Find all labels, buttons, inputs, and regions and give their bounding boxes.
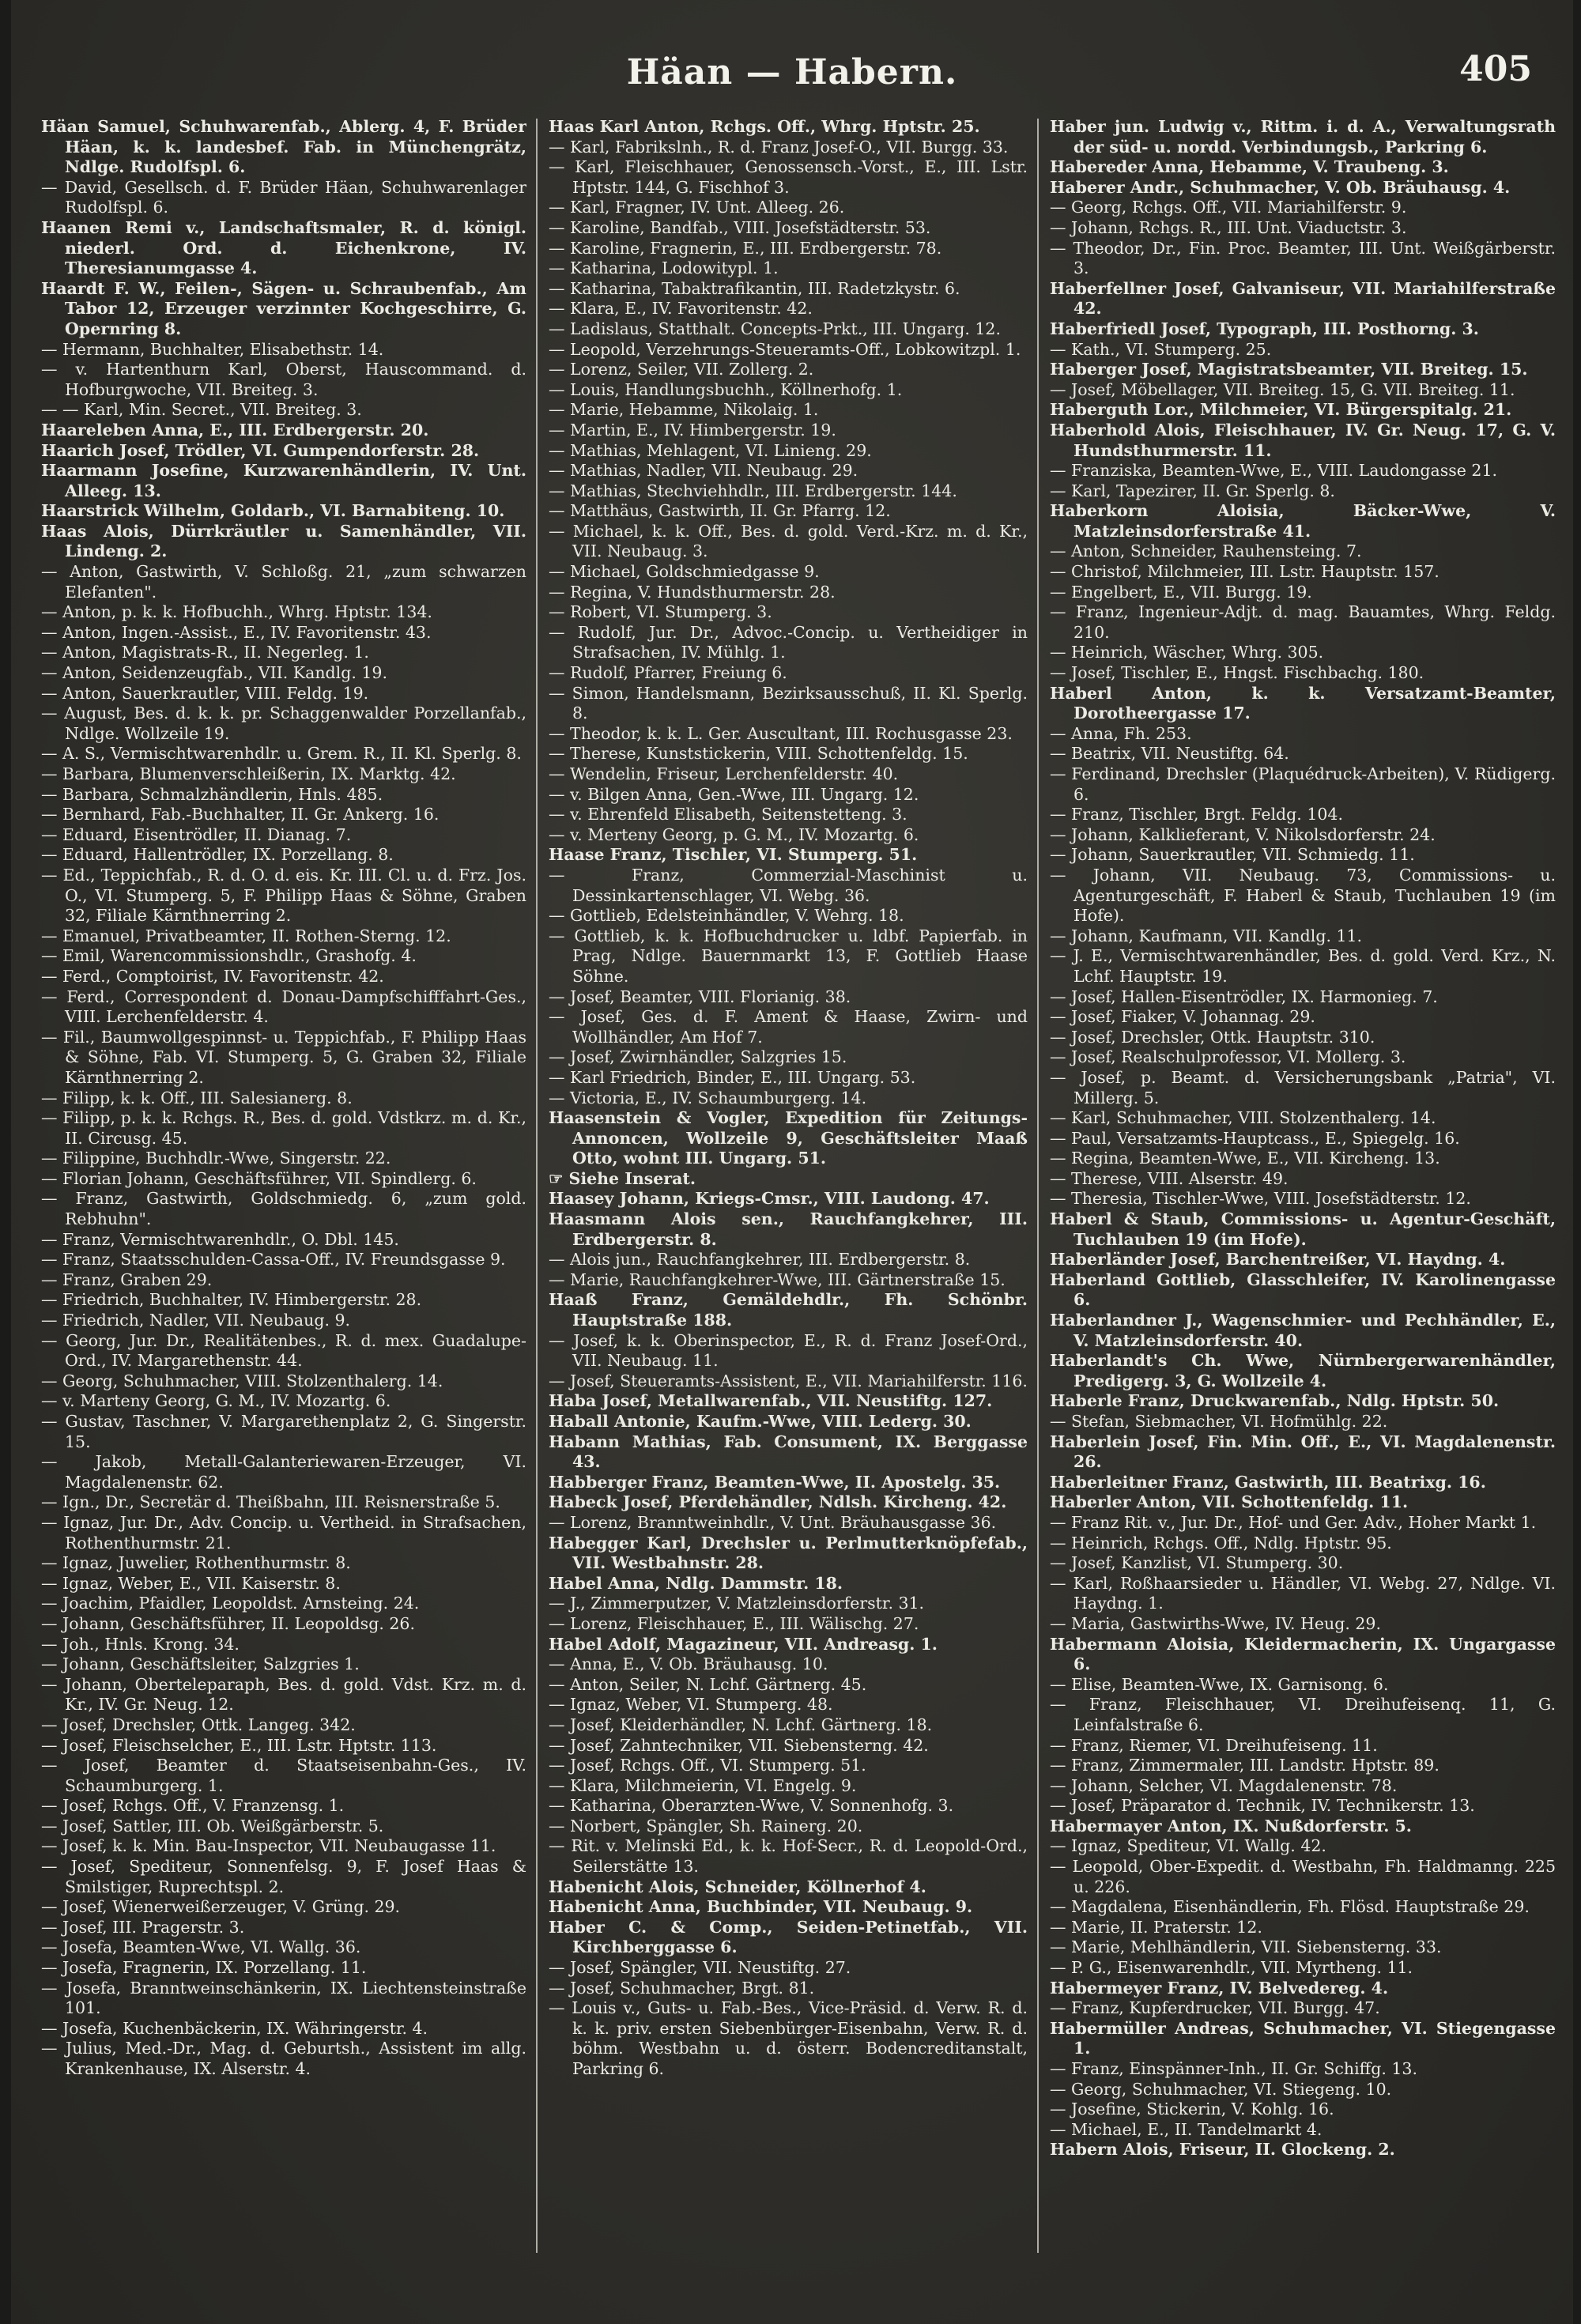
- directory-entry: Habermann Aloisia, Kleidermacherin, IX. Ungargasse 6.: [1050, 1634, 1556, 1674]
- directory-entry: — Josef, Sattler, III. Ob. Weißgärberstr. 5.: [41, 1816, 384, 1835]
- directory-entry: — Franziska, Beamten-Wwe, E., VIII. Laudongasse 21.: [1050, 461, 1498, 481]
- directory-entry: — Anton, Schneider, Rauhensteing. 7.: [1050, 541, 1362, 561]
- directory-entry: — Heinrich, Wäscher, Whrg. 305.: [1050, 643, 1324, 662]
- directory-entry: — Franz Rit. v., Jur. Dr., Hof- und Ger. Adv., Hoher Markt 1.: [1050, 1512, 1537, 1532]
- directory-entry: — J. E., Vermischtwarenhändler, Bes. d. gold. Verd. Krz., N. Lchf. Hauptstr. 19.: [1050, 946, 1556, 986]
- directory-entry: — Johann, VII. Neubaug. 73, Commissions- u. Agenturgeschäft, F. Haberl & Staub, Tuchlauben 19 (im Hofe).: [1050, 865, 1556, 926]
- directory-entry: — Eduard, Hallentrödler, IX. Porzellang. 8.: [41, 845, 394, 865]
- directory-entry: — Anton, Magistrats-R., II. Negerleg. 1.: [41, 643, 369, 662]
- directory-entry: — Wendelin, Friseur, Lerchenfelderstr. 40.: [549, 764, 899, 783]
- directory-entry: — Regina, Beamten-Wwe, E., VII. Kircheng. 13.: [1050, 1149, 1440, 1168]
- directory-entry: — Ignaz, Weber, VI. Stumperg. 48.: [549, 1695, 833, 1715]
- directory-entry: — Florian Johann, Geschäftsführer, VII. Spindlerg. 6.: [41, 1168, 477, 1188]
- directory-entry: — Franz, Staatsschulden-Cassa-Off., IV. Freundsgasse 9.: [41, 1250, 506, 1270]
- directory-entry: — Marie, Hebamme, Nikolaig. 1.: [549, 400, 819, 420]
- directory-entry: Haanen Remi v., Landschaftsmaler, R. d. königl. niederl. Ord. d. Eichenkrone, IV. Theresianumgasse 4.: [41, 217, 526, 278]
- directory-entry: — Josef, Kleiderhändler, N. Lchf. Gärtnerg. 18.: [549, 1715, 933, 1734]
- directory-entry: — Anton, Seiler, N. Lchf. Gärtnerg. 45.: [549, 1674, 867, 1694]
- directory-entry: — Marie, Mehlhändlerin, VII. Siebensterng. 33.: [1050, 1937, 1442, 1957]
- directory-entry: — Emil, Warencommissionshdlr., Grashofg. 4.: [41, 946, 417, 966]
- directory-entry: Häan Samuel, Schuhwarenfab., Ablerg. 4, F. Brüder Häan, k. k. landesbef. Fab. in Münchengrätz, Ndlge. Rudolfspl. 6.: [41, 117, 526, 177]
- directory-entry: — Magdalena, Eisenhändlerin, Fh. Flösd. Hauptstraße 29.: [1050, 1897, 1530, 1917]
- directory-entry: — A. S., Vermischtwarenhdlr. u. Grem. R., II. Kl. Sperlg. 8.: [41, 744, 522, 764]
- directory-entry: — Johann, Selcher, VI. Magdalenenstr. 78.: [1050, 1775, 1398, 1795]
- directory-entry: — Josefa, Beamten-Wwe, VI. Wallg. 36.: [41, 1937, 361, 1957]
- directory-entry: Haardt F. W., Feilen-, Sägen- u. Schraubenfab., Am Tabor 12, Erzeuger verzinnter Kochgeschirre, G. Opernring 8.: [41, 278, 526, 338]
- directory-entry: — Josef, Möbellager, VII. Breiteg. 15, G. VII. Breiteg. 11.: [1050, 379, 1515, 399]
- directory-entry: — Barbara, Schmalzhändlerin, Hnls. 485.: [41, 784, 383, 804]
- directory-entry: — Anna, E., V. Ob. Bräuhausg. 10.: [549, 1654, 828, 1674]
- directory-entry: Haas Alois, Dürrkräutler u. Samenhändler, VII. Lindeng. 2.: [41, 521, 526, 561]
- directory-entry: — Katharina, Tabaktrafikantin, III. Radetzkystr. 6.: [549, 278, 960, 298]
- directory-entry: — Julius, Med.-Dr., Mag. d. Geburtsh., Assistent im allg. Krankenhause, IX. Alserstr. 4.: [41, 2039, 526, 2078]
- directory-entry: — Alois jun., Rauchfangkehrer, III. Erdbergerstr. 8.: [549, 1250, 971, 1270]
- directory-entry: — Stefan, Siebmacher, VI. Hofmühlg. 22.: [1050, 1412, 1388, 1431]
- directory-entry: — Anton, Seidenzeugfab., VII. Kandlg. 19.: [41, 663, 387, 683]
- directory-entry: Haberkorn Aloisia, Bäcker-Wwe, V. Matzleinsdorferstraße 41.: [1050, 501, 1556, 541]
- directory-entry: — v. Merteny Georg, p. G. M., IV. Mozartg. 6.: [549, 824, 919, 844]
- directory-entry: — Ignaz, Spediteur, VI. Wallg. 42.: [1050, 1836, 1326, 1856]
- directory-entry: — Josef, Tischler, E., Hngst. Fischbachg. 180.: [1050, 663, 1424, 683]
- directory-entry: — Michael, k. k. Off., Bes. d. gold. Verd.-Krz. m. d. Kr., VII. Neubaug. 3.: [549, 521, 1028, 561]
- directory-entry: Haba Josef, Metallwarenfab., VII. Neustiftg. 127.: [549, 1391, 993, 1411]
- directory-entry: Habberger Franz, Beamten-Wwe, II. Apostelg. 35.: [549, 1472, 1001, 1492]
- directory-entry: Haberlandt's Ch. Wwe, Nürnbergerwarenhändler, Predigerg. 3, G. Wollzeile 4.: [1050, 1351, 1556, 1390]
- directory-entry: — Leopold, Verzehrungs-Steueramts-Off., Lobkowitzpl. 1.: [549, 339, 1021, 359]
- directory-entry: — Josefine, Stickerin, V. Kohlg. 16.: [1050, 2100, 1334, 2119]
- directory-entry: — Ignaz, Juwelier, Rothenthurmstr. 8.: [41, 1553, 351, 1573]
- directory-entry: Haas Karl Anton, Rchgs. Off., Whrg. Hptstr. 25.: [549, 117, 980, 136]
- directory-entry: — Josefa, Branntweinschänkerin, IX. Liechtensteinstraße 101.: [41, 1978, 526, 2018]
- directory-entry: — Franz, Graben 29.: [41, 1270, 213, 1289]
- directory-entry: — David, Gesellsch. d. F. Brüder Häan, Schuhwarenlager Rudolfspl. 6.: [41, 177, 526, 217]
- directory-entry: Haberlein Josef, Fin. Min. Off., E., VI. Magdalenenstr. 26.: [1050, 1432, 1556, 1472]
- directory-entry: — Franz, Einspänner-Inh., II. Gr. Schiffg. 13.: [1050, 2059, 1417, 2078]
- directory-entry: — Josef, Zwirnhändler, Salzgries 15.: [549, 1047, 847, 1067]
- directory-entry: — Franz, Vermischtwarenhdlr., O. Dbl. 145.: [41, 1229, 399, 1249]
- directory-entry: — Anton, Gastwirth, V. Schloßg. 21, „zum schwarzen Elefanten".: [41, 562, 526, 602]
- directory-entry: — Hermann, Buchhalter, Elisabethstr. 14.: [41, 339, 384, 359]
- directory-entry: — August, Bes. d. k. k. pr. Schaggenwalder Porzellanfab., Ndlge. Wollzeile 19.: [41, 704, 526, 743]
- directory-entry: — Josef, Steueramts-Assistent, E., VII. Mariahilferstr. 116.: [549, 1371, 1028, 1390]
- directory-entry: — Marie, Rauchfangkehrer-Wwe, III. Gärtnerstraße 15.: [549, 1270, 1006, 1289]
- directory-entry: Haberguth Lor., Milchmeier, VI. Bürgerspitalg. 21.: [1050, 400, 1512, 420]
- directory-entry: — Karl, Tapezirer, II. Gr. Sperlg. 8.: [1050, 481, 1335, 500]
- directory-entry: — Franz, Ingenieur-Adjt. d. mag. Bauamtes, Whrg. Feldg. 210.: [1050, 602, 1556, 642]
- directory-entry: — Jakob, Metall-Galanteriewaren-Erzeuger, VI. Magdalenenstr. 62.: [41, 1452, 526, 1492]
- directory-entry: — Ferdinand, Drechsler (Plaquédruck-Arbeiten), V. Rüdigerg. 6.: [1050, 764, 1556, 804]
- directory-entry: — Mathias, Stechviehhdlr., III. Erdbergerstr. 144.: [549, 481, 957, 500]
- directory-entry: — Franz, Tischler, Brgt. Feldg. 104.: [1050, 805, 1343, 824]
- directory-entry: — Lorenz, Seiler, VII. Zollerg. 2.: [549, 360, 814, 379]
- directory-entry: — Leopold, Ober-Expedit. d. Westbahn, Fh. Haldmanng. 225 u. 226.: [1050, 1857, 1556, 1896]
- directory-entry: — Friedrich, Buchhalter, IV. Himbergerstr. 28.: [41, 1290, 422, 1310]
- directory-entry: — Michael, Goldschmiedgasse 9.: [549, 562, 820, 582]
- directory-entry: Haaß Franz, Gemäldehdlr., Fh. Schönbr. Hauptstraße 188.: [549, 1290, 1028, 1330]
- directory-entry: — Karl, Roßhaarsieder u. Händler, VI. Webg. 27, Ndlge. VI. Haydng. 1.: [1050, 1573, 1556, 1613]
- directory-entry: — Johann, Kaufmann, VII. Kandlg. 11.: [1050, 926, 1363, 945]
- directory-column-3: [1050, 117, 1556, 2299]
- directory-entry: Habeck Josef, Pferdehändler, Ndlsh. Kircheng. 42.: [549, 1492, 1007, 1512]
- directory-entry: — Josefa, Kuchenbäckerin, IX. Währingerstr. 4.: [41, 2018, 428, 2038]
- directory-entry: — v. Marteny Georg, G. M., IV. Mozartg. 6.: [41, 1391, 391, 1411]
- directory-entry: Haberger Josef, Magistratsbeamter, VII. Breiteg. 15.: [1050, 360, 1528, 379]
- directory-entry: — Josef, Spediteur, Sonnenfelsg. 9, F. Josef Haas & Smilstiger, Ruprechtspl. 2.: [41, 1857, 526, 1896]
- directory-entry: — Karl Friedrich, Binder, E., III. Ungarg. 53.: [549, 1067, 916, 1087]
- directory-entry: — Franz, Commerzial-Maschinist u. Dessinkartenschlager, VI. Webg. 36.: [549, 865, 1028, 905]
- directory-entry: Haberfellner Josef, Galvaniseur, VII. Mariahilferstraße 42.: [1050, 278, 1556, 319]
- directory-entry: — Ferd., Comptoirist, IV. Favoritenstr. 42.: [41, 966, 384, 986]
- directory-entry: — Josef, k. k. Min. Bau-Inspector, VII. Neubaugasse 11.: [41, 1836, 496, 1856]
- directory-entry: — Therese, Kunststickerin, VIII. Schottenfeldg. 15.: [549, 744, 968, 764]
- directory-entry: — Karl, Fabrikslnh., R. d. Franz Josef-O., VII. Burgg. 33.: [549, 137, 1009, 157]
- directory-entry: — Martin, E., IV. Himbergerstr. 19.: [549, 420, 836, 440]
- directory-entry: — Paul, Versatzamts-Hauptcass., E., Spiegelg. 16.: [1050, 1128, 1460, 1148]
- directory-entry: — Ladislaus, Statthalt. Concepts-Prkt., III. Ungarg. 12.: [549, 319, 1001, 338]
- page-header: [11, 44, 1573, 108]
- directory-entry: — Josef, k. k. Oberinspector, E., R. d. Franz Josef-Ord., VII. Neubaug. 11.: [549, 1330, 1028, 1371]
- directory-entry: Haase Franz, Tischler, VI. Stumperg. 51.: [549, 845, 918, 865]
- directory-entry: — Johann, Geschäftsleiter, Salzgries 1.: [41, 1654, 360, 1674]
- directory-entry: Haber C. & Comp., Seiden-Petinetfab., VII. Kirchberggasse 6.: [549, 1917, 1028, 1957]
- directory-entry: — Mathias, Mehlagent, VI. Linieng. 29.: [549, 440, 872, 460]
- directory-entry: Haberleitner Franz, Gastwirth, III. Beatrixg. 16.: [1050, 1472, 1486, 1492]
- directory-entry: Haasmann Alois sen., Rauchfangkehrer, III. Erdbergerstr. 8.: [549, 1209, 1028, 1249]
- directory-entry: — Theodor, k. k. L. Ger. Auscultant, III. Rochusgasse 23.: [549, 723, 1013, 743]
- directory-entry: — Rudolf, Pfarrer, Freiung 6.: [549, 663, 787, 683]
- directory-entry: — Anton, Ingen.-Assist., E., IV. Favoritenstr. 43.: [41, 622, 432, 642]
- directory-entry: — Christof, Milchmeier, III. Lstr. Hauptstr. 157.: [1050, 562, 1440, 582]
- directory-entry: Habel Adolf, Magazineur, VII. Andreasg. 1.: [549, 1634, 938, 1654]
- directory-entry: — Matthäus, Gastwirth, II. Gr. Pfarrg. 12.: [549, 501, 891, 521]
- directory-entry: Haberland Gottlieb, Glasschleifer, IV. Karolinengasse 6.: [1050, 1270, 1556, 1310]
- directory-entry: — Johann, Sauerkrautler, VII. Schmiedg. 11.: [1050, 845, 1415, 865]
- directory-entry: Haberler Anton, VII. Schottenfeldg. 11.: [1050, 1492, 1409, 1512]
- directory-entry: — Theodor, Dr., Fin. Proc. Beamter, III. Unt. Weißgärberstr. 3.: [1050, 238, 1556, 278]
- directory-entry: — Filippine, Buchhdlr.-Wwe, Singerstr. 22.: [41, 1149, 391, 1168]
- directory-entry: — Josef, p. Beamt. d. Versicherungsbank „Patria", VI. Millerg. 5.: [1050, 1067, 1556, 1107]
- directory-entry: — — Karl, Min. Secret., VII. Breiteg. 3.: [41, 400, 362, 420]
- directory-entry: Haarstrick Wilhelm, Goldarb., VI. Barnabiteng. 10.: [41, 501, 505, 521]
- directory-entry: Haberfriedl Josef, Typograph, III. Posthorng. 3.: [1050, 319, 1479, 338]
- directory-entry: — Franz, Gastwirth, Goldschmiedg. 6, „zum gold. Rebhuhn".: [41, 1189, 526, 1229]
- directory-entry: — Filipp, p. k. k. Rchgs. R., Bes. d. gold. Vdstkrz. m. d. Kr., II. Circusg. 45.: [41, 1108, 526, 1148]
- directory-entry: — Josef, Drechsler, Ottk. Langeg. 342.: [41, 1715, 356, 1734]
- directory-entry: — Karoline, Bandfab., VIII. Josefstädterstr. 53.: [549, 217, 931, 237]
- directory-entry: Haberländer Josef, Barchentreißer, VI. Haydng. 4.: [1050, 1250, 1506, 1270]
- directory-entry: — Maria, Gastwirths-Wwe, IV. Heug. 29.: [1050, 1613, 1381, 1633]
- directory-entry: Haasey Johann, Kriegs-Cmsr., VIII. Laudong. 47.: [549, 1189, 990, 1209]
- directory-entry: Habegger Karl, Drechsler u. Perlmutterknöpfefab., VII. Westbahnstr. 28.: [549, 1533, 1028, 1573]
- directory-entry: — Klara, E., IV. Favoritenstr. 42.: [549, 299, 813, 319]
- directory-entry: — Johann, Geschäftsführer, II. Leopoldsg. 26.: [41, 1613, 415, 1633]
- directory-entry: — Louis, Handlungsbuchh., Köllnerhofg. 1.: [549, 379, 903, 399]
- directory-entry: — Ignaz, Weber, E., VII. Kaiserstr. 8.: [41, 1573, 341, 1593]
- directory-entry: — Eduard, Eisentrödler, II. Dianag. 7.: [41, 824, 352, 844]
- directory-entry: — Franz, Kupferdrucker, VII. Burgg. 47.: [1050, 1998, 1380, 2018]
- directory-entry: — Anna, Fh. 253.: [1050, 723, 1192, 743]
- directory-entry: — Georg, Schuhmacher, VIII. Stolzenthalerg. 14.: [41, 1371, 443, 1390]
- directory-entry: — Regina, V. Hundsthurmerstr. 28.: [549, 582, 836, 602]
- directory-entry: — Heinrich, Rchgs. Off., Ndlg. Hptstr. 95.: [1050, 1533, 1392, 1552]
- directory-entry: — Josef, Präparator d. Technik, IV. Technikerstr. 13.: [1050, 1796, 1475, 1816]
- directory-entry: — Engelbert, E., VII. Burgg. 19.: [1050, 582, 1312, 602]
- directory-entry: Habereder Anna, Hebamme, V. Traubeng. 3.: [1050, 157, 1449, 177]
- directory-column-1: [41, 117, 526, 2299]
- directory-entry: Habermayer Anton, IX. Nußdorferstr. 5.: [1050, 1816, 1412, 1835]
- directory-entry: — Josef, Realschulprofessor, VI. Mollerg. 3.: [1050, 1047, 1406, 1067]
- directory-entry: Habermüller Andreas, Schuhmacher, VI. Stiegengasse 1.: [1050, 2018, 1556, 2058]
- directory-entry: — Lorenz, Branntweinhdlr., V. Unt. Bräuhausgasse 36.: [549, 1512, 997, 1532]
- directory-entry: — Gustav, Taschner, V. Margarethenplatz 2, G. Singerstr. 15.: [41, 1412, 526, 1451]
- directory-entry: Haberlandner J., Wagenschmier- und Pechhändler, E., V. Matzleinsdorferstr. 40.: [1050, 1311, 1556, 1350]
- directory-entry: — Victoria, E., IV. Schaumburgerg. 14.: [549, 1088, 867, 1107]
- directory-entry: — Theresia, Tischler-Wwe, VIII. Josefstädterstr. 12.: [1050, 1189, 1471, 1209]
- directory-entry: — Simon, Handelsmann, Bezirksausschuß, II. Kl. Sperlg. 8.: [549, 683, 1028, 723]
- directory-entry: — Josef, Rchgs. Off., VI. Stumperg. 51.: [549, 1756, 866, 1775]
- directory-entry: — v. Bilgen Anna, Gen.-Wwe, III. Ungarg. 12.: [549, 784, 919, 804]
- directory-entry: — Rudolf, Jur. Dr., Advoc.-Concip. u. Vertheidiger in Strafsachen, IV. Mühlg. 1.: [549, 622, 1028, 662]
- directory-entry: — Josef, Ges. d. F. Ament & Haase, Zwirn- und Wollhändler, Am Hof 7.: [549, 1007, 1028, 1047]
- directory-entry: — Joh., Hnls. Krong. 34.: [41, 1634, 240, 1654]
- directory-entry: Haareleben Anna, E., III. Erdbergerstr. 20.: [41, 420, 429, 440]
- directory-entry: — Katharina, Oberarzten-Wwe, V. Sonnenhofg. 3.: [549, 1796, 954, 1816]
- directory-entry: Haasenstein & Vogler, Expedition für Zeitungs-Annoncen, Wollzeile 9, Geschäftsleiter Maaß Otto, wohnt III. Ungarg. 51.: [549, 1108, 1028, 1168]
- directory-entry: — Louis v., Guts- u. Fab.-Bes., Vice-Präsid. d. Verw. R. d. k. k. priv. ersten Siebenbürger-Eisenbahn, Verw. R. d. böhm. Westbahn u. d. österr. Bodencreditanstalt, Parkring 6.: [549, 1998, 1028, 2078]
- directory-entry: — Georg, Schuhmacher, VI. Stiegeng. 10.: [1050, 2079, 1392, 2099]
- directory-entry: Habern Alois, Friseur, II. Glockeng. 2.: [1050, 2140, 1395, 2160]
- directory-entry: Habel Anna, Ndlg. Dammstr. 18.: [549, 1573, 843, 1593]
- directory-entry: — v. Hartenthurn Karl, Oberst, Hauscommand. d. Hofburgwoche, VII. Breiteg. 3.: [41, 360, 526, 399]
- directory-entry: Haberer Andr., Schuhmacher, V. Ob. Bräuhausg. 4.: [1050, 177, 1511, 197]
- directory-entry: — Katharina, Lodowitypl. 1.: [549, 258, 779, 278]
- directory-entry: — Ignaz, Jur. Dr., Adv. Concip. u. Vertheid. in Strafsachen, Rothenthurmstr. 21.: [41, 1512, 526, 1552]
- directory-entry: — Anton, p. k. k. Hofbuchh., Whrg. Hptstr. 134.: [41, 602, 432, 622]
- directory-entry: — Josef, Rchgs. Off., V. Franzensg. 1.: [41, 1796, 345, 1816]
- directory-entry: — Josef, III. Pragerstr. 3.: [41, 1917, 245, 1937]
- directory-entry: — Josef, Zahntechniker, VII. Siebensterng. 42.: [549, 1735, 929, 1755]
- directory-entry: — P. G., Eisenwarenhdlr., VII. Myrtheng. 11.: [1050, 1958, 1413, 1978]
- page-number: 405: [1459, 49, 1532, 89]
- directory-entry: — Karl, Fleischhauer, Genossensch.-Vorst., E., III. Lstr. Hptstr. 144, G. Fischhof 3.: [549, 157, 1028, 197]
- directory-entry: — Robert, VI. Stumperg. 3.: [549, 602, 772, 622]
- directory-column-2: [549, 117, 1028, 2299]
- directory-entry: — Barbara, Blumenverschleißerin, IX. Marktg. 42.: [41, 764, 456, 783]
- directory-entry: — Kath., VI. Stumperg. 25.: [1050, 339, 1272, 359]
- directory-entry: — Anton, Sauerkrautler, VIII. Feldg. 19.: [41, 683, 369, 703]
- directory-entry: — Joachim, Pfaidler, Leopoldst. Arnsteing. 24.: [41, 1594, 420, 1613]
- directory-entry: Haberle Franz, Druckwarenfab., Ndlg. Hptstr. 50.: [1050, 1391, 1500, 1411]
- directory-entry: — Josef, Beamter, VIII. Florianig. 38.: [549, 987, 851, 1006]
- directory-entry: — Mathias, Nadler, VII. Neubaug. 29.: [549, 461, 858, 481]
- directory-entry: — Josef, Wienerweißerzeuger, V. Grüng. 29.: [41, 1897, 401, 1917]
- directory-entry: — Johann, Oberteleparaph, Bes. d. gold. Vdst. Krz. m. d. Kr., IV. Gr. Neug. 12.: [41, 1674, 526, 1715]
- directory-entry: — Karoline, Fragnerin, E., III. Erdbergerstr. 78.: [549, 238, 942, 258]
- directory-entry: — Gottlieb, k. k. Hofbuchdrucker u. ldbf. Papierfab. in Prag, Ndlge. Bauernmarkt 13, F. Gottlieb Haase Söhne.: [549, 926, 1028, 986]
- directory-entry: Haarich Josef, Trödler, VI. Gumpendorferstr. 28.: [41, 440, 480, 460]
- directory-entry: — Friedrich, Nadler, VII. Neubaug. 9.: [41, 1311, 351, 1330]
- directory-entry: — Josef, Fiaker, V. Johannag. 29.: [1050, 1007, 1315, 1027]
- directory-columns: [35, 117, 1560, 2299]
- directory-entry: — Franz, Riemer, VI. Dreihufeiseng. 11.: [1050, 1735, 1378, 1755]
- directory-entry: — J., Zimmerputzer, V. Matzleinsdorferstr. 31.: [549, 1594, 925, 1613]
- directory-entry: — Emanuel, Privatbeamter, II. Rothen-Sterng. 12.: [41, 926, 451, 945]
- directory-entry: Habermeyer Franz, IV. Belvedereg. 4.: [1050, 1978, 1389, 1998]
- directory-page: [11, 0, 1573, 2324]
- directory-entry: — Karl, Fragner, IV. Unt. Alleeg. 26.: [549, 198, 845, 217]
- directory-entry: — Michael, E., II. Tandelmarkt 4.: [1050, 2119, 1323, 2139]
- directory-entry: — Franz, Zimmermaler, III. Landstr. Hptstr. 89.: [1050, 1756, 1440, 1775]
- directory-entry: Haberhold Alois, Fleischhauer, IV. Gr. Neug. 17, G. V. Hundsthurmerstr. 11.: [1050, 420, 1556, 460]
- directory-entry: — Rit. v. Melinski Ed., k. k. Hof-Secr., R. d. Leopold-Ord., Seilerstätte 13.: [549, 1836, 1028, 1877]
- directory-entry: — Josef, Hallen-Eisentrödler, IX. Harmonieg. 7.: [1050, 987, 1438, 1006]
- directory-entry: — v. Ehrenfeld Elisabeth, Seitenstetteng. 3.: [549, 805, 907, 824]
- directory-entry: — Josef, Beamter d. Staatseisenbahn-Ges., IV. Schaumburgerg. 1.: [41, 1756, 526, 1795]
- directory-entry: Haarmann Josefine, Kurzwarenhändlerin, IV. Unt. Alleeg. 13.: [41, 461, 526, 500]
- directory-entry: — Franz, Fleischhauer, VI. Dreihufeisenq. 11, G. Leinfalstraße 6.: [1050, 1695, 1556, 1734]
- directory-entry: Haball Antonie, Kaufm.-Wwe, VIII. Lederg. 30.: [549, 1412, 972, 1431]
- directory-entry: — Norbert, Spängler, Sh. Rainerg. 20.: [549, 1816, 863, 1835]
- directory-entry: — Filipp, k. k. Off., III. Salesianerg. 8.: [41, 1088, 353, 1107]
- directory-entry: — Georg, Rchgs. Off., VII. Mariahilferstr. 9.: [1050, 198, 1407, 217]
- directory-entry: — Josef, Kanzlist, VI. Stumperg. 30.: [1050, 1553, 1344, 1573]
- directory-entry: — Therese, VIII. Alserstr. 49.: [1050, 1168, 1289, 1188]
- directory-entry: — Josef, Drechsler, Ottk. Hauptstr. 310.: [1050, 1027, 1375, 1047]
- directory-entry: — Josef, Schuhmacher, Brgt. 81.: [549, 1978, 815, 1998]
- directory-entry: — Johann, Rchgs. R., III. Unt. Viaductstr. 3.: [1050, 217, 1407, 237]
- directory-entry: Haberl Anton, k. k. Versatzamt-Beamter, Dorotheergasse 17.: [1050, 683, 1556, 723]
- directory-entry: — Bernhard, Fab.-Buchhalter, II. Gr. Ankerg. 16.: [41, 805, 440, 824]
- directory-entry: — Ferd., Correspondent d. Donau-Dampfschifffahrt-Ges., VIII. Lerchenfelderstr. 4.: [41, 987, 526, 1027]
- directory-entry: — Fil., Baumwollgespinnst- u. Teppichfab., F. Philipp Haas & Söhne, Fab. VI. Stumperg. 5, G. Graben 32, Filiale Kärnthnerring 2.: [41, 1027, 526, 1087]
- directory-entry: — Lorenz, Fleischhauer, E., III. Wälischg. 27.: [549, 1613, 919, 1633]
- directory-entry: Habann Mathias, Fab. Consument, IX. Berggasse 43.: [549, 1432, 1028, 1472]
- directory-entry: — Karl, Schuhmacher, VIII. Stolzenthalerg. 14.: [1050, 1108, 1436, 1128]
- directory-entry: — Georg, Jur. Dr., Realitätenbes., R. d. mex. Guadalupe-Ord., IV. Margarethenstr. 44.: [41, 1330, 526, 1371]
- running-head: Häan — Habern.: [626, 52, 958, 92]
- directory-entry: Haber jun. Ludwig v., Rittm. i. d. A., Verwaltungsrath der süd- u. nordd. Verbindungsb., Parkring 6.: [1050, 117, 1556, 157]
- directory-entry: — Josef, Fleischselcher, E., III. Lstr. Hptstr. 113.: [41, 1735, 437, 1755]
- directory-entry: — Ed., Teppichfab., R. d. O. d. eis. Kr. III. Cl. u. d. Frz. Jos. O., VI. Stumperg. 5, F. Philipp Haas & Söhne, Graben 32, Filiale Kärnthnerring 2.: [41, 865, 526, 926]
- directory-entry: — Elise, Beamten-Wwe, IX. Garnisong. 6.: [1050, 1674, 1389, 1694]
- directory-entry: Habenicht Alois, Schneider, Köllnerhof 4.: [549, 1877, 926, 1896]
- directory-entry: Habenicht Anna, Buchbinder, VII. Neubaug. 9.: [549, 1897, 973, 1917]
- directory-entry: — Johann, Kalklieferant, V. Nikolsdorferstr. 24.: [1050, 824, 1436, 844]
- directory-entry: — Klara, Milchmeierin, VI. Engelg. 9.: [549, 1775, 857, 1795]
- directory-entry: — Josef, Spängler, VII. Neustiftg. 27.: [549, 1958, 851, 1978]
- directory-entry: Haberl & Staub, Commissions- u. Agentur-Geschäft, Tuchlauben 19 (im Hofe).: [1050, 1209, 1556, 1249]
- directory-entry: — Marie, II. Praterstr. 12.: [1050, 1917, 1262, 1937]
- directory-entry: — Beatrix, VII. Neustiftg. 64.: [1050, 744, 1289, 764]
- directory-entry: ☞ Siehe Inserat.: [549, 1168, 696, 1188]
- directory-entry: — Josefa, Fragnerin, IX. Porzellang. 11.: [41, 1958, 367, 1978]
- directory-entry: — Ign., Dr., Secretär d. Theißbahn, III. Reisnerstraße 5.: [41, 1492, 500, 1512]
- directory-entry: — Gottlieb, Edelsteinhändler, V. Wehrg. 18.: [549, 906, 904, 926]
